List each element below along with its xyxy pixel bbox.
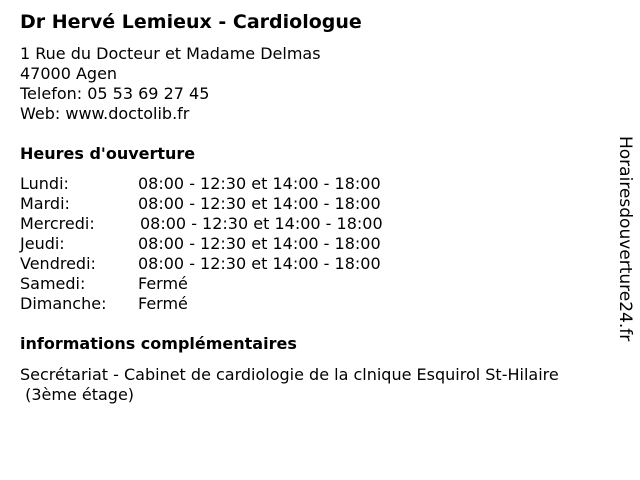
hours-row-tuesday xyxy=(20,194,440,214)
address-block xyxy=(20,44,321,124)
day-label: Mardi: xyxy=(20,194,70,213)
hours-row-saturday xyxy=(20,274,440,294)
additional-info-text: Secrétariat - Cabinet de cardiologie de la clnique Esquirol St-Hilaire (3ème étage) xyxy=(20,365,559,404)
hours-row-wednesday xyxy=(20,214,440,234)
page-title: Dr Hervé Lemieux - Cardiologue xyxy=(20,11,362,33)
opening-hours-list xyxy=(20,174,440,314)
day-hours: 08:00 - 12:30 et 14:00 - 18:00 xyxy=(140,214,383,233)
day-label: Vendredi: xyxy=(20,254,96,273)
watermark-text: Horairesdouverture24.fr xyxy=(615,136,635,342)
city: 47000 Agen xyxy=(20,64,118,83)
opening-hours-heading: Heures d'ouverture xyxy=(20,144,196,163)
street-address: 1 Rue du Docteur et Madame Delmas xyxy=(20,44,321,63)
website: Web: www.doctolib.fr xyxy=(20,104,190,123)
phone-number: Telefon: 05 53 69 27 45 xyxy=(20,84,210,103)
additional-info-heading: informations complémentaires xyxy=(20,334,297,353)
day-hours: 08:00 - 12:30 et 14:00 - 18:00 xyxy=(138,254,381,273)
day-hours: 08:00 - 12:30 et 14:00 - 18:00 xyxy=(138,234,381,253)
hours-row-sunday xyxy=(20,294,440,314)
day-label: Lundi: xyxy=(20,174,69,193)
day-label: Dimanche: xyxy=(20,294,107,313)
day-hours: Fermé xyxy=(138,294,188,313)
day-hours: 08:00 - 12:30 et 14:00 - 18:00 xyxy=(138,174,381,193)
hours-row-monday xyxy=(20,174,440,194)
day-hours: Fermé xyxy=(138,274,188,293)
day-hours: 08:00 - 12:30 et 14:00 - 18:00 xyxy=(138,194,381,213)
day-label: Mercredi: xyxy=(20,214,95,233)
hours-row-friday xyxy=(20,254,440,274)
day-label: Jeudi: xyxy=(20,234,65,253)
day-label: Samedi: xyxy=(20,274,86,293)
site-watermark xyxy=(612,136,636,346)
hours-row-thursday xyxy=(20,234,440,254)
